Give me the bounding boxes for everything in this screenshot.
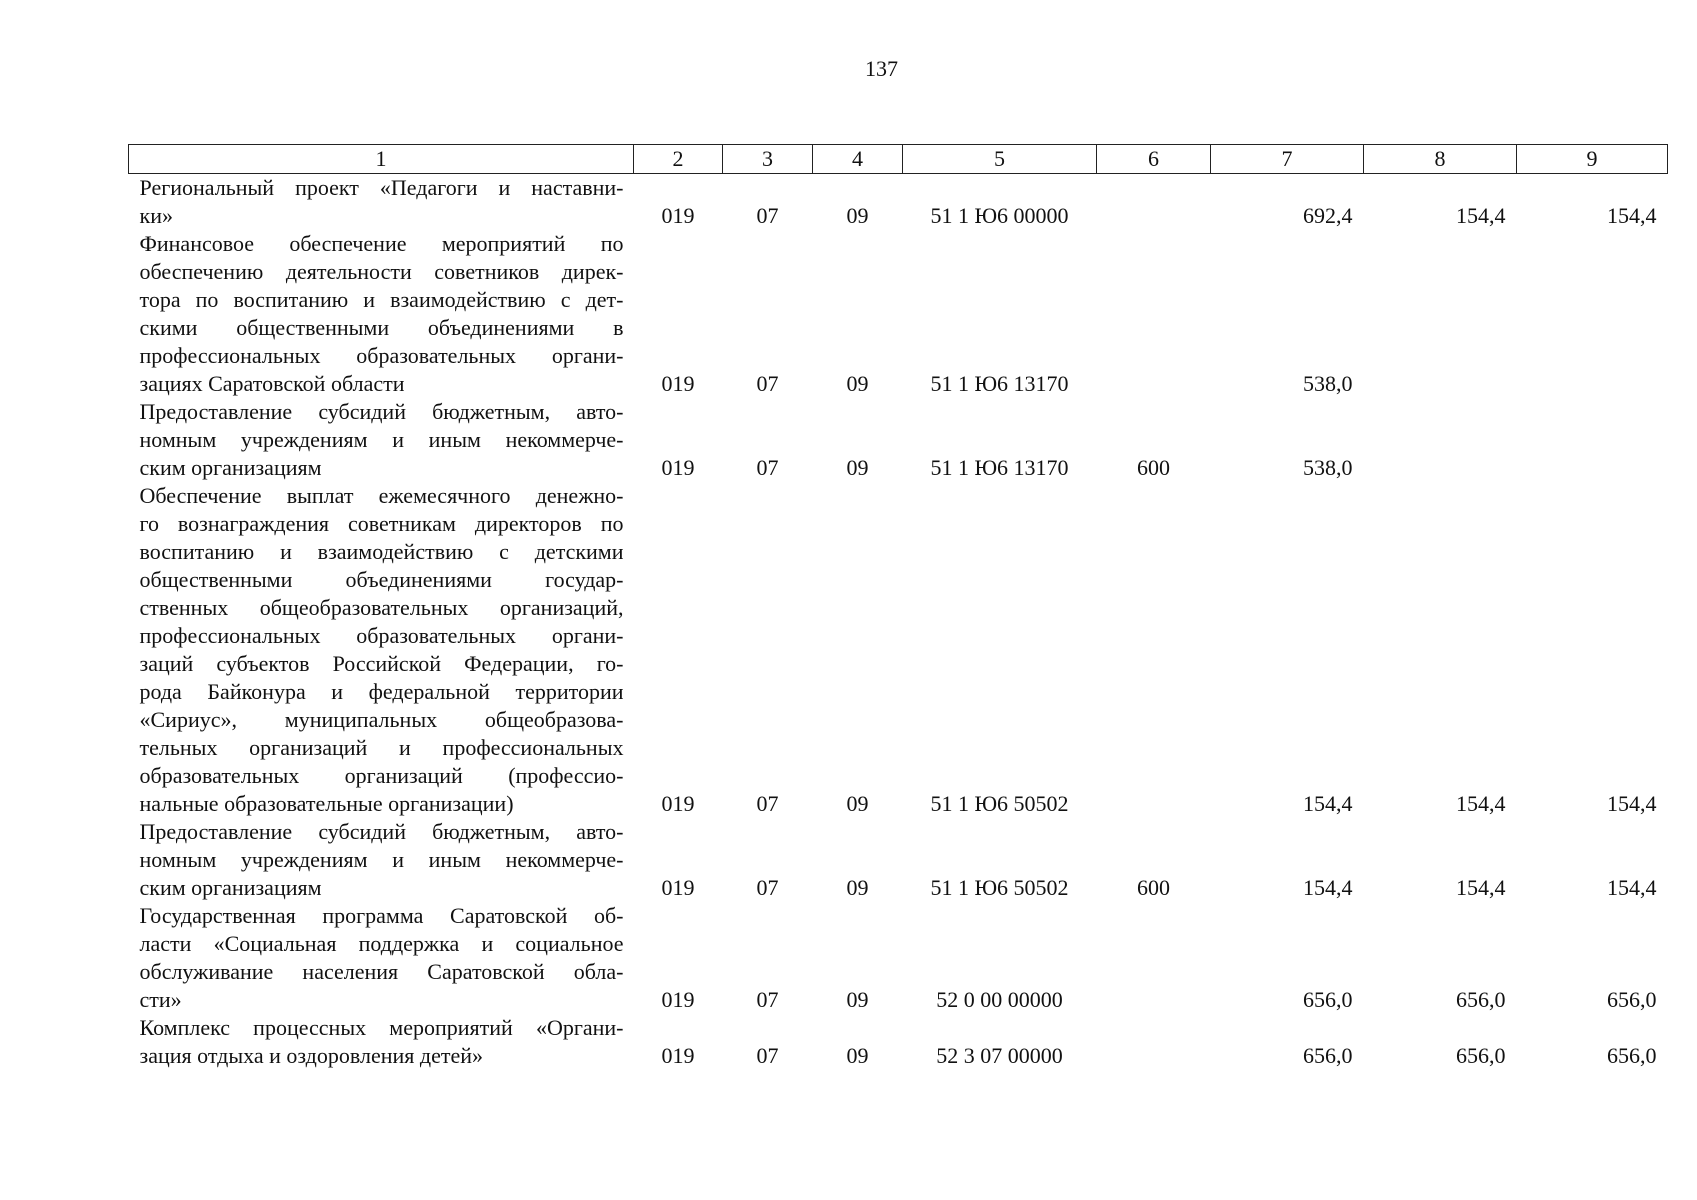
cell-amount-year-2: 154,4 — [1456, 791, 1506, 816]
description-line: сти» — [139, 987, 182, 1012]
description-line: ки» — [139, 203, 173, 228]
cell-amount-year-2 — [1364, 230, 1517, 398]
cell-section-code: 07 — [756, 455, 779, 480]
cell-amount-year-3: 154,4 — [1607, 791, 1657, 816]
cell-section-code: 07 — [756, 875, 779, 900]
description-line: Предоставление субсидий бюджетным, авто- — [139, 399, 624, 424]
description-line: профессиональных образовательных органи- — [139, 343, 624, 368]
row-description — [129, 902, 634, 1014]
cell-amount-year-1: 154,4 — [1303, 875, 1353, 900]
cell-subsection-code: 09 — [846, 791, 869, 816]
cell-subsection-code: 09 — [846, 875, 869, 900]
cell-target-article: 51 1 Ю6 00000 — [930, 203, 1069, 228]
cell-amount-year-3: 154,4 — [1607, 875, 1657, 900]
table-row — [129, 230, 1668, 398]
row-description — [129, 482, 634, 818]
description-line: образовательных организаций (профессио- — [139, 763, 624, 788]
column-header-7: 7 — [1211, 145, 1364, 174]
cell-subsection-code: 09 — [846, 371, 869, 396]
description-line: заций субъектов Российской Федерации, го- — [139, 651, 624, 676]
table-row — [129, 902, 1668, 1014]
description-line: ственных общеобразовательных организаций, — [139, 595, 624, 620]
description-line: рода Байконура и федеральной территории — [139, 679, 624, 704]
cell-department-code: 019 — [661, 203, 695, 228]
budget-table — [128, 144, 1668, 1070]
description-line: тельных организаций и профессиональных — [139, 735, 624, 760]
cell-department-code: 019 — [661, 791, 695, 816]
description-line: нальные образовательные организации) — [139, 791, 514, 816]
cell-subsection-code: 09 — [846, 203, 869, 228]
cell-expense-type — [1097, 482, 1211, 818]
cell-amount-year-3: 656,0 — [1607, 1043, 1657, 1068]
description-line: Обеспечение выплат ежемесячного денежно- — [139, 483, 624, 508]
cell-amount-year-3: 656,0 — [1607, 987, 1657, 1012]
cell-amount-year-2: 656,0 — [1456, 1043, 1506, 1068]
cell-amount-year-2: 154,4 — [1456, 875, 1506, 900]
cell-amount-year-3 — [1517, 230, 1668, 398]
description-line: профессиональных образовательных органи- — [139, 623, 624, 648]
column-header-6: 6 — [1097, 145, 1211, 174]
description-line: общественными объединениями государ- — [139, 567, 624, 592]
cell-section-code: 07 — [756, 987, 779, 1012]
cell-expense-type: 600 — [1137, 875, 1170, 900]
description-line: номным учреждениям и иным некоммерче- — [139, 847, 624, 872]
description-line: ским организациям — [139, 875, 322, 900]
cell-section-code: 07 — [756, 371, 779, 396]
cell-department-code: 019 — [661, 371, 695, 396]
cell-amount-year-1: 656,0 — [1303, 987, 1353, 1012]
cell-section-code: 07 — [756, 791, 779, 816]
row-description — [129, 1014, 634, 1070]
cell-target-article: 52 0 00 00000 — [936, 987, 1063, 1012]
cell-department-code: 019 — [661, 987, 695, 1012]
cell-section-code: 07 — [756, 203, 779, 228]
description-line: го вознаграждения советникам директоров по — [139, 511, 624, 536]
cell-subsection-code: 09 — [846, 1043, 869, 1068]
row-description — [129, 174, 634, 231]
column-header-8: 8 — [1364, 145, 1517, 174]
description-line: обеспечению деятельности советников дирек- — [139, 259, 624, 284]
description-line: скими общественными объединениями в — [139, 315, 624, 340]
cell-amount-year-1: 538,0 — [1303, 455, 1353, 480]
cell-amount-year-2: 154,4 — [1456, 203, 1506, 228]
row-description — [129, 230, 634, 398]
description-line: номным учреждениям и иным некоммерче- — [139, 427, 624, 452]
table-row — [129, 482, 1668, 818]
cell-amount-year-3: 154,4 — [1607, 203, 1657, 228]
table-row — [129, 818, 1668, 902]
description-line: Финансовое обеспечение мероприятий по — [139, 231, 624, 256]
cell-amount-year-2: 656,0 — [1456, 987, 1506, 1012]
cell-expense-type — [1097, 174, 1211, 231]
description-line: Предоставление субсидий бюджетным, авто- — [139, 819, 624, 844]
cell-target-article: 51 1 Ю6 13170 — [930, 371, 1069, 396]
cell-amount-year-1: 538,0 — [1303, 371, 1353, 396]
row-description — [129, 818, 634, 902]
column-header-9: 9 — [1517, 145, 1668, 174]
table-row — [129, 1014, 1668, 1070]
cell-department-code: 019 — [661, 875, 695, 900]
cell-target-article: 52 3 07 00000 — [936, 1043, 1063, 1068]
table-row — [129, 174, 1668, 231]
cell-target-article: 51 1 Ю6 50502 — [930, 791, 1069, 816]
column-header-1: 1 — [129, 145, 634, 174]
cell-expense-type — [1097, 902, 1211, 1014]
page-number: 137 — [865, 56, 898, 81]
description-line: тора по воспитанию и взаимодействию с дет- — [139, 287, 624, 312]
cell-amount-year-1: 692,4 — [1303, 203, 1353, 228]
cell-department-code: 019 — [661, 1043, 695, 1068]
description-line: обслуживание населения Саратовской обла- — [139, 959, 624, 984]
column-header-4: 4 — [813, 145, 903, 174]
cell-subsection-code: 09 — [846, 455, 869, 480]
description-line: Региональный проект «Педагоги и наставни- — [139, 175, 624, 200]
table-body — [129, 174, 1668, 1071]
description-line: Комплекс процессных мероприятий «Органи- — [139, 1015, 624, 1040]
description-line: зациях Саратовской области — [139, 371, 405, 396]
cell-amount-year-3 — [1517, 398, 1668, 482]
cell-expense-type — [1097, 1014, 1211, 1070]
row-description — [129, 398, 634, 482]
cell-expense-type: 600 — [1137, 455, 1170, 480]
description-line: Государственная программа Саратовской об- — [139, 903, 624, 928]
cell-expense-type — [1097, 230, 1211, 398]
description-line: «Сириус», муниципальных общеобразова- — [139, 707, 624, 732]
cell-section-code: 07 — [756, 1043, 779, 1068]
cell-department-code: 019 — [661, 455, 695, 480]
cell-amount-year-1: 154,4 — [1303, 791, 1353, 816]
cell-target-article: 51 1 Ю6 50502 — [930, 875, 1069, 900]
cell-subsection-code: 09 — [846, 987, 869, 1012]
description-line: ласти «Социальная поддержка и социальное — [139, 931, 624, 956]
cell-amount-year-2 — [1364, 398, 1517, 482]
table-row — [129, 398, 1668, 482]
column-header-5: 5 — [903, 145, 1097, 174]
cell-amount-year-1: 656,0 — [1303, 1043, 1353, 1068]
description-line: зация отдыха и оздоровления детей» — [139, 1043, 483, 1068]
description-line: ским организациям — [139, 455, 322, 480]
column-header-3: 3 — [723, 145, 813, 174]
description-line: воспитанию и взаимодействию с детскими — [139, 539, 624, 564]
cell-target-article: 51 1 Ю6 13170 — [930, 455, 1069, 480]
column-header-2: 2 — [634, 145, 723, 174]
header-row — [129, 145, 1668, 174]
